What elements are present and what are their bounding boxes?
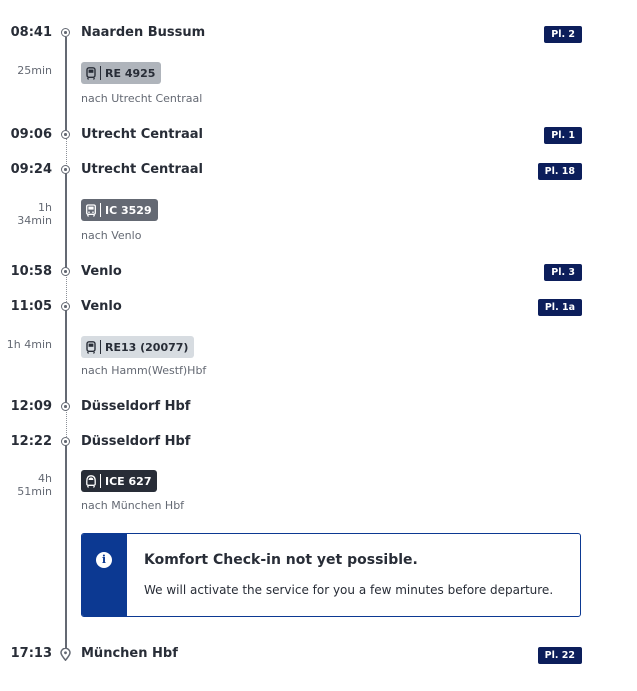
train-badge[interactable]	[81, 336, 194, 358]
stop-station[interactable]: München Hbf	[81, 646, 178, 661]
stop-time: 08:41	[10, 25, 52, 40]
train-direction: nach Hamm(Westf)Hbf	[81, 364, 207, 377]
leg-duration: 4h 51min	[17, 472, 52, 498]
intercity-train-icon	[86, 204, 96, 217]
leg-duration: 25min	[17, 64, 52, 77]
stop-row	[0, 434, 637, 452]
regional-train-icon	[86, 67, 96, 80]
stop-dot-icon	[61, 165, 70, 174]
leg-duration: 1h 34min	[17, 201, 52, 227]
stop-station[interactable]: Naarden Bussum	[81, 25, 206, 40]
checkin-info-box	[81, 533, 581, 617]
stop-dot-icon	[61, 402, 70, 411]
regional-train-icon	[86, 341, 96, 354]
info-title: Komfort Check-in not yet possible.	[144, 552, 418, 568]
info-text: We will activate the service for you a few minutes before departure.	[144, 583, 554, 597]
stop-row	[0, 127, 637, 145]
timeline-leg-line	[65, 444, 67, 650]
platform-badge: Pl. 22	[538, 647, 582, 664]
stop-station[interactable]: Utrecht Centraal	[81, 127, 203, 142]
platform-badge: Pl. 1a	[538, 299, 582, 316]
train-number: RE 4925	[105, 66, 156, 80]
timeline-leg-line	[65, 309, 67, 404]
train-number: IC 3529	[105, 203, 152, 217]
stop-row	[0, 299, 637, 317]
timeline-leg-line	[65, 173, 67, 269]
leg-duration: 1h 4min	[6, 338, 52, 351]
stop-row	[0, 399, 637, 417]
stop-time: 11:05	[10, 299, 52, 314]
train-badge[interactable]	[81, 199, 158, 221]
train-number: ICE 627	[105, 474, 152, 488]
stop-row	[0, 25, 637, 43]
train-direction: nach Venlo	[81, 229, 142, 242]
stop-time: 17:13	[10, 646, 52, 661]
train-badge[interactable]	[81, 470, 157, 492]
platform-badge: Pl. 18	[538, 163, 582, 180]
stop-time: 12:09	[10, 399, 52, 414]
stop-station[interactable]: Düsseldorf Hbf	[81, 434, 191, 449]
info-box-body	[127, 534, 553, 616]
stop-time: 12:22	[10, 434, 52, 449]
stop-time: 10:58	[10, 264, 52, 279]
stop-row	[0, 162, 637, 180]
train-badge[interactable]	[81, 62, 161, 84]
info-icon: i	[96, 552, 112, 568]
stop-dot-icon	[61, 267, 70, 276]
stop-time: 09:24	[10, 162, 52, 177]
timeline-leg-line	[65, 37, 67, 132]
stop-row	[0, 646, 637, 664]
stop-time: 09:06	[10, 127, 52, 142]
destination-pin-icon	[60, 648, 71, 661]
info-box-accent	[82, 534, 127, 616]
platform-badge: Pl. 2	[544, 26, 582, 43]
platform-badge: Pl. 3	[544, 264, 582, 281]
ice-train-icon	[86, 475, 96, 488]
train-number: RE13 (20077)	[105, 340, 189, 354]
platform-badge: Pl. 1	[544, 127, 582, 144]
stop-dot-icon	[61, 437, 70, 446]
stop-dot-icon	[61, 28, 70, 37]
train-direction: nach München Hbf	[81, 499, 185, 512]
stop-dot-icon	[61, 302, 70, 311]
stop-station[interactable]: Venlo	[81, 299, 122, 314]
train-direction: nach Utrecht Centraal	[81, 92, 203, 105]
stop-dot-icon	[61, 130, 70, 139]
stop-station[interactable]: Utrecht Centraal	[81, 162, 203, 177]
stop-station[interactable]: Düsseldorf Hbf	[81, 399, 191, 414]
stop-station[interactable]: Venlo	[81, 264, 122, 279]
stop-row	[0, 264, 637, 282]
